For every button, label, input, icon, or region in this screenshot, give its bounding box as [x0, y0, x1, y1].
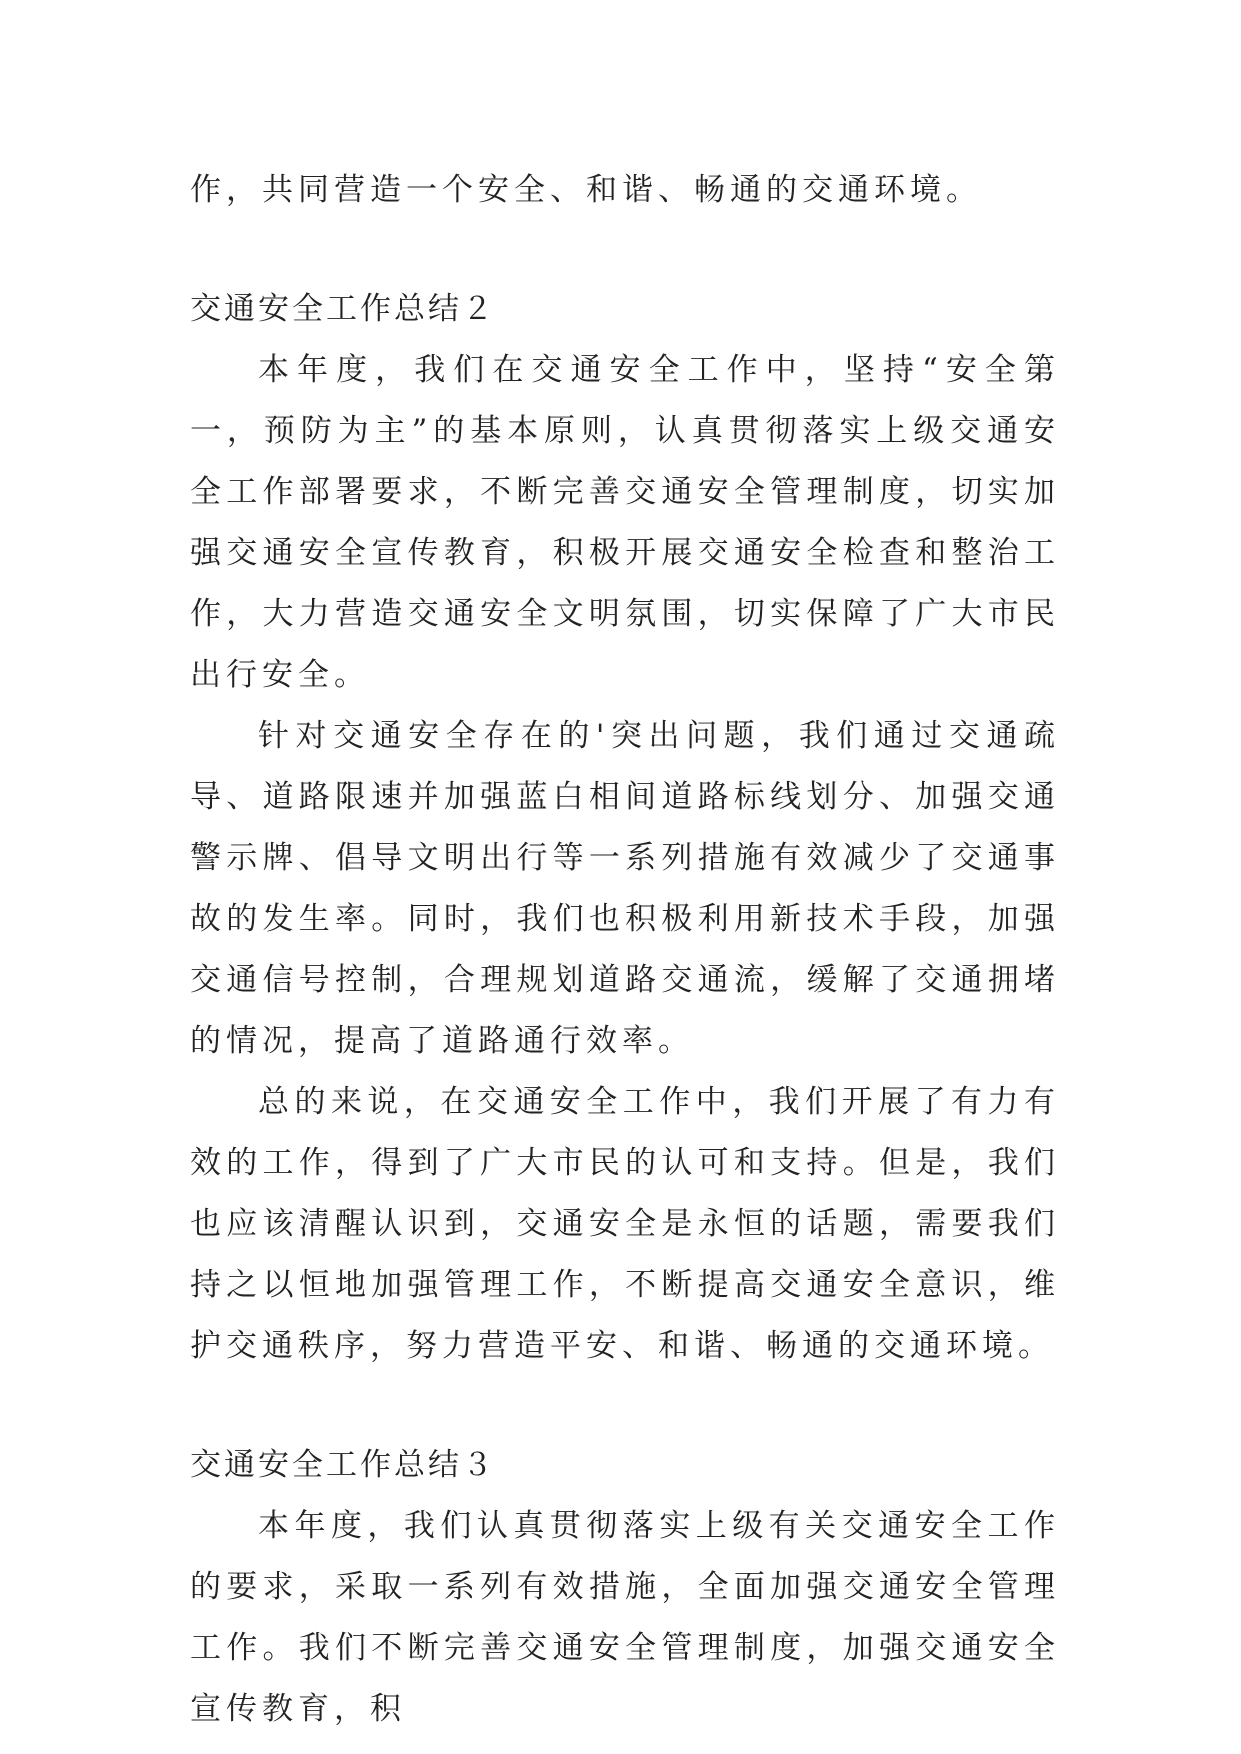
- intro-paragraph-tail: 作，共同营造一个安全、和谐、畅通的交通环境。: [190, 172, 982, 208]
- section-3-paragraph-1: 本年度，我们认真贯彻落实上级有关交通安全工作的要求，采取一系列有效措施，全面加强交通安全管理工作。我们不断完善交通安全管理制度，加强交通安全宣传教育，积: [190, 1508, 1060, 1727]
- section-gap: [190, 221, 1060, 279]
- section-gap: [190, 1377, 1060, 1435]
- section-3-heading: 交通安全工作总结３: [190, 1447, 496, 1483]
- section-2-paragraph-2: 针对交通安全存在的'突出问题，我们通过交通疏导、道路限速并加强蓝白相间道路标线划分、加强交通警示牌、倡导文明出行等一系列措施有效减少了交通事故的发生率。同时，我们也积极利用新技术手段，加强交通信号控制，合理规划道路交通流，缓解了交通拥堵的情况，提高了道路通行效率。: [190, 718, 1060, 1059]
- section-2-heading: 交通安全工作总结２: [190, 291, 496, 327]
- section-2-paragraph-3: 总的来说，在交通安全工作中，我们开展了有力有效的工作，得到了广大市民的认可和支持。但是，我们也应该清醒认识到，交通安全是永恒的话题，需要我们持之以恒地加强管理工作，不断提高交通安全意识，维护交通秩序，努力营造平安、和谐、畅通的交通环境。: [190, 1084, 1060, 1364]
- section-2-paragraph-1: 本年度，我们在交通安全工作中，坚持“安全第一，预防为主”的基本原则，认真贯彻落实上级交通安全工作部署要求，不断完善交通安全管理制度，切实加强交通安全宣传教育，积极开展交通安全检查和整治工作，大力营造交通安全文明氛围，切实保障了广大市民出行安全。: [190, 352, 1060, 693]
- document-body: [190, 160, 1060, 1740]
